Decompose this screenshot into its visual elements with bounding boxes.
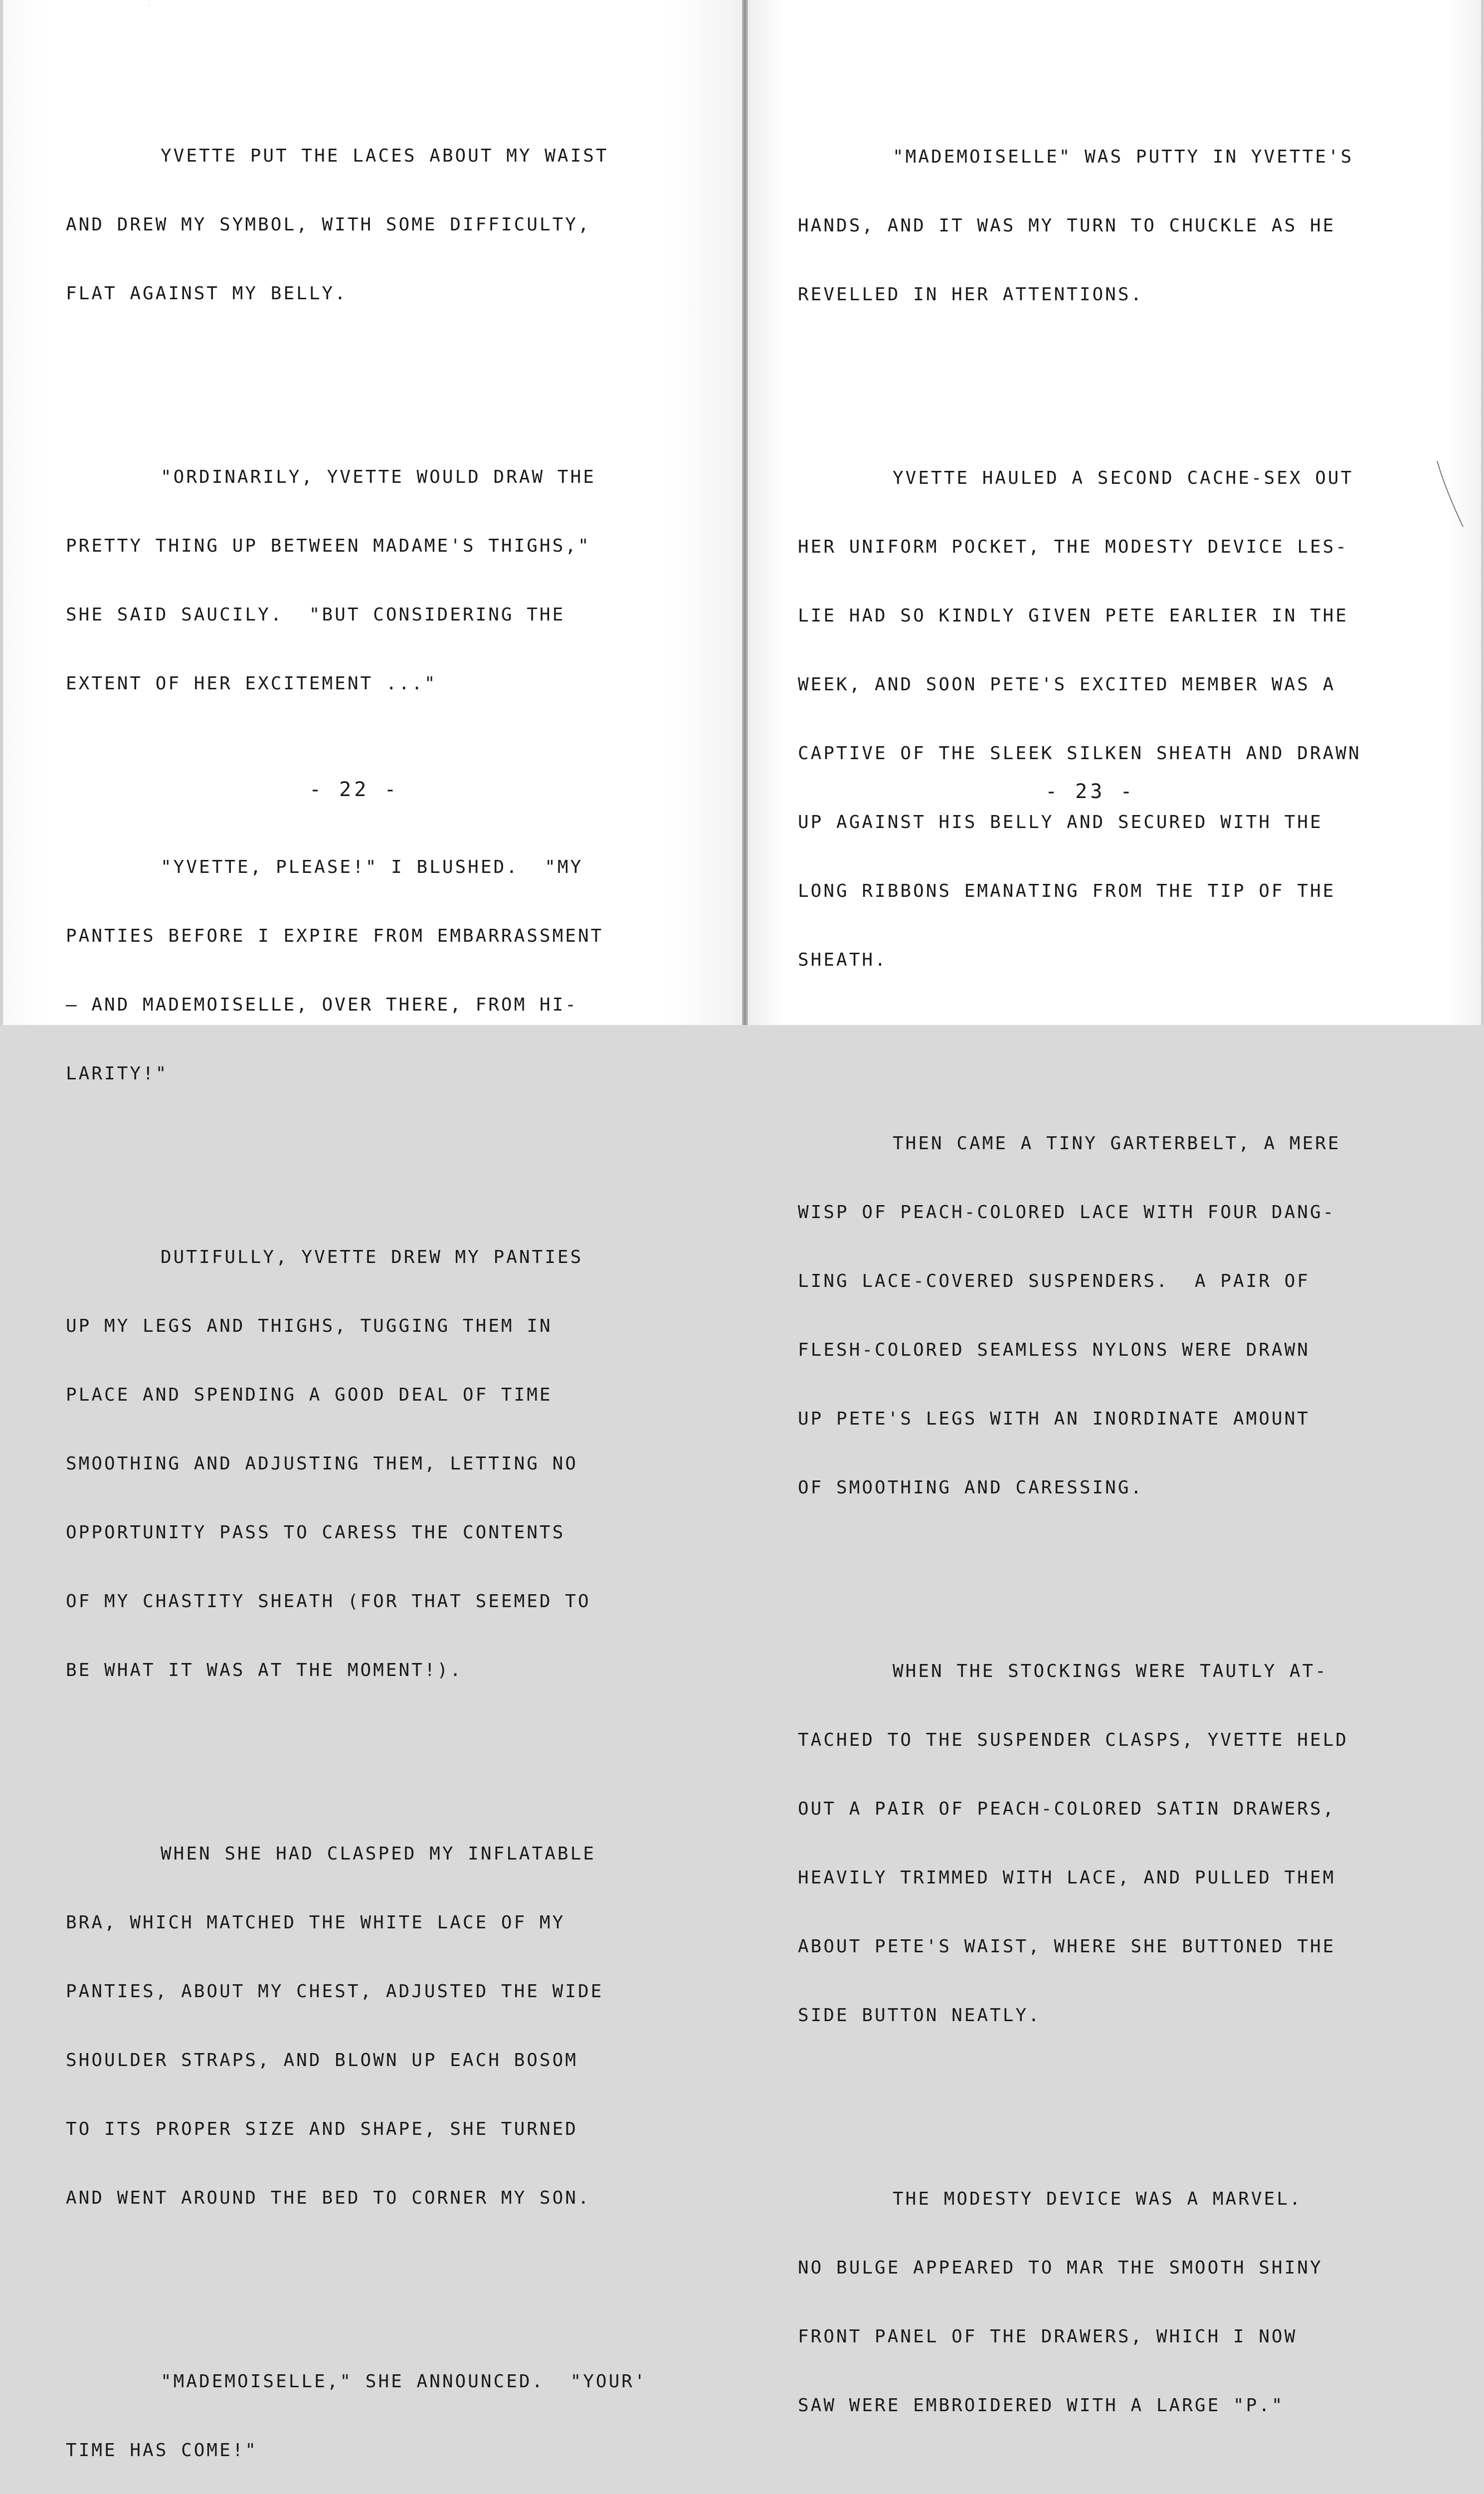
text-line: REVELLED IN HER ATTENTIONS. [798,284,1144,305]
text-line: OF MY CHASTITY SHEATH (FOR THAT SEEMED TO [66,1591,591,1612]
text-line: CAPTIVE OF THE SLEEK SILKEN SHEATH AND DRAWN [798,743,1361,764]
text-line: SHOULDER STRAPS, AND BLOWN UP EACH BOSOM [66,2050,578,2071]
left-page-text [66,53,647,2494]
left-paragraph-1 [66,99,647,351]
text-line: NO BULGE APPEARED TO MAR THE SMOOTH SHINY [798,2258,1323,2278]
text-line: BE WHAT IT WAS AT THE MOMENT!). [66,1660,463,1680]
text-line: HEAVILY TRIMMED WITH LACE, AND PULLED THEM [798,1868,1336,1888]
text-line: SIDE BUTTON NEATLY. [798,2005,1041,2026]
left-paragraph-6 [66,2324,647,2494]
text-line: OF SMOOTHING AND CARESSING. [798,1477,1144,1498]
text-line: WISP OF PEACH-COLORED LACE WITH FOUR DANG- [798,1202,1336,1223]
text-line: HER UNIFORM POCKET, THE MODESTY DEVICE LES- [798,537,1348,557]
text-line: LING LACE-COVERED SUSPENDERS. A PAIR OF [798,1271,1310,1291]
book-gutter [742,0,748,1025]
left-paragraph-3 [66,810,647,1131]
text-line: SMOOTHING AND ADJUSTING THEM, LETTING NO [66,1454,578,1474]
text-line: LIE HAD SO KINDLY GIVEN PETE EARLIER IN THE [798,606,1348,626]
text-line: AND WENT AROUND THE BED TO CORNER MY SON. [66,2188,591,2208]
text-line: THEN CAME A TINY GARTERBELT, A MERE [893,1133,1341,1154]
text-line: — AND MADEMOISELLE, OVER THERE, FROM HI- [66,995,578,1015]
text-line: "ORDINARILY, YVETTE WOULD DRAW THE [161,467,596,487]
text-line: UP AGAINST HIS BELLY AND SECURED WITH THE [798,812,1323,832]
right-page-edge [1481,0,1484,1025]
text-line: "YVETTE, PLEASE!" I BLUSHED. "MY [161,857,583,877]
text-line: PANTIES, ABOUT MY CHEST, ADJUSTED THE WIDE [66,1981,604,2002]
text-line: UP PETE'S LEGS WITH AN INORDINATE AMOUNT [798,1409,1310,1429]
text-line: DUTIFULLY, YVETTE DREW MY PANTIES [161,1247,583,1267]
text-line: BRA, WHICH MATCHED THE WHITE LACE OF MY [66,1912,565,1933]
right-paragraph-5 [798,2142,1361,2463]
right-paragraph-3 [798,1086,1361,1545]
right-page [748,0,1484,2416]
text-line: WEEK, AND SOON PETE'S EXCITED MEMBER WAS A [798,674,1336,695]
text-line: SHEATH. [798,950,888,970]
text-line: LARITY!" [66,1063,169,1084]
page-number: - 22 - [309,778,399,801]
text-line: "MADEMOISELLE" WAS PUTTY IN YVETTE'S [893,147,1354,167]
right-paragraph-2 [798,421,1361,1018]
right-page-text [798,54,1361,2494]
text-line: TO ITS PROPER SIZE AND SHAPE, SHE TURNED [66,2119,578,2139]
text-line: SAW WERE EMBROIDERED WITH A LARGE "P." [798,2395,1285,2416]
right-paragraph-4 [798,1614,1361,2073]
text-line: PRETTY THING UP BETWEEN MADAME'S THIGHS," [66,536,591,556]
text-line: PANTIES BEFORE I EXPIRE FROM EMBARRASSMENT [66,926,604,946]
left-page [0,0,742,2461]
left-paragraph-5 [66,1797,647,2256]
text-line: AND DREW MY SYMBOL, WITH SOME DIFFICULTY, [66,214,591,235]
text-line: FLESH-COLORED SEAMLESS NYLONS WERE DRAWN [798,1340,1310,1360]
text-line: SHE SAID SAUCILY. "BUT CONSIDERING THE [66,605,565,625]
text-line: UP MY LEGS AND THIGHS, TUGGING THEM IN [66,1316,553,1336]
text-line: PLACE AND SPENDING A GOOD DEAL OF TIME [66,1385,553,1405]
scan-speck: · [149,3,151,8]
left-paragraph-4 [66,1200,647,1728]
text-line: THE MODESTY DEVICE WAS A MARVEL. [893,2189,1302,2209]
text-line: YVETTE PUT THE LACES ABOUT MY WAIST [161,146,609,166]
text-line: HANDS, AND IT WAS MY TURN TO CHUCKLE AS HE [798,215,1336,236]
page-number: - 23 - [1045,780,1135,803]
text-line: LONG RIBBONS EMANATING FROM THE TIP OF THE [798,881,1336,901]
text-line: OPPORTUNITY PASS TO CARESS THE CONTENTS [66,1522,565,1543]
text-line: FLAT AGAINST MY BELLY. [66,283,348,304]
text-line: YVETTE HAULED A SECOND CACHE-SEX OUT [893,468,1354,488]
text-line: TACHED TO THE SUSPENDER CLASPS, YVETTE HELD [798,1730,1348,1750]
left-paragraph-2 [66,420,647,741]
text-line: "MADEMOISELLE," SHE ANNOUNCED. "YOUR' [161,2371,647,2392]
text-line: WHEN SHE HAD CLASPED MY INFLATABLE [161,1844,596,1864]
left-page-edge [0,0,3,1025]
text-line: OUT A PAIR OF PEACH-COLORED SATIN DRAWERS, [798,1799,1336,1819]
text-line: WHEN THE STOCKINGS WERE TAUTLY AT- [893,1661,1328,1681]
right-paragraph-1 [798,100,1361,352]
text-line: EXTENT OF HER EXCITEMENT ..." [66,673,437,694]
text-line: TIME HAS COME!" [66,2440,258,2461]
text-line: ABOUT PETE'S WAIST, WHERE SHE BUTTONED THE [798,1936,1336,1957]
text-line: FRONT PANEL OF THE DRAWERS, WHICH I NOW [798,2326,1298,2347]
scan-mark [1435,459,1465,529]
